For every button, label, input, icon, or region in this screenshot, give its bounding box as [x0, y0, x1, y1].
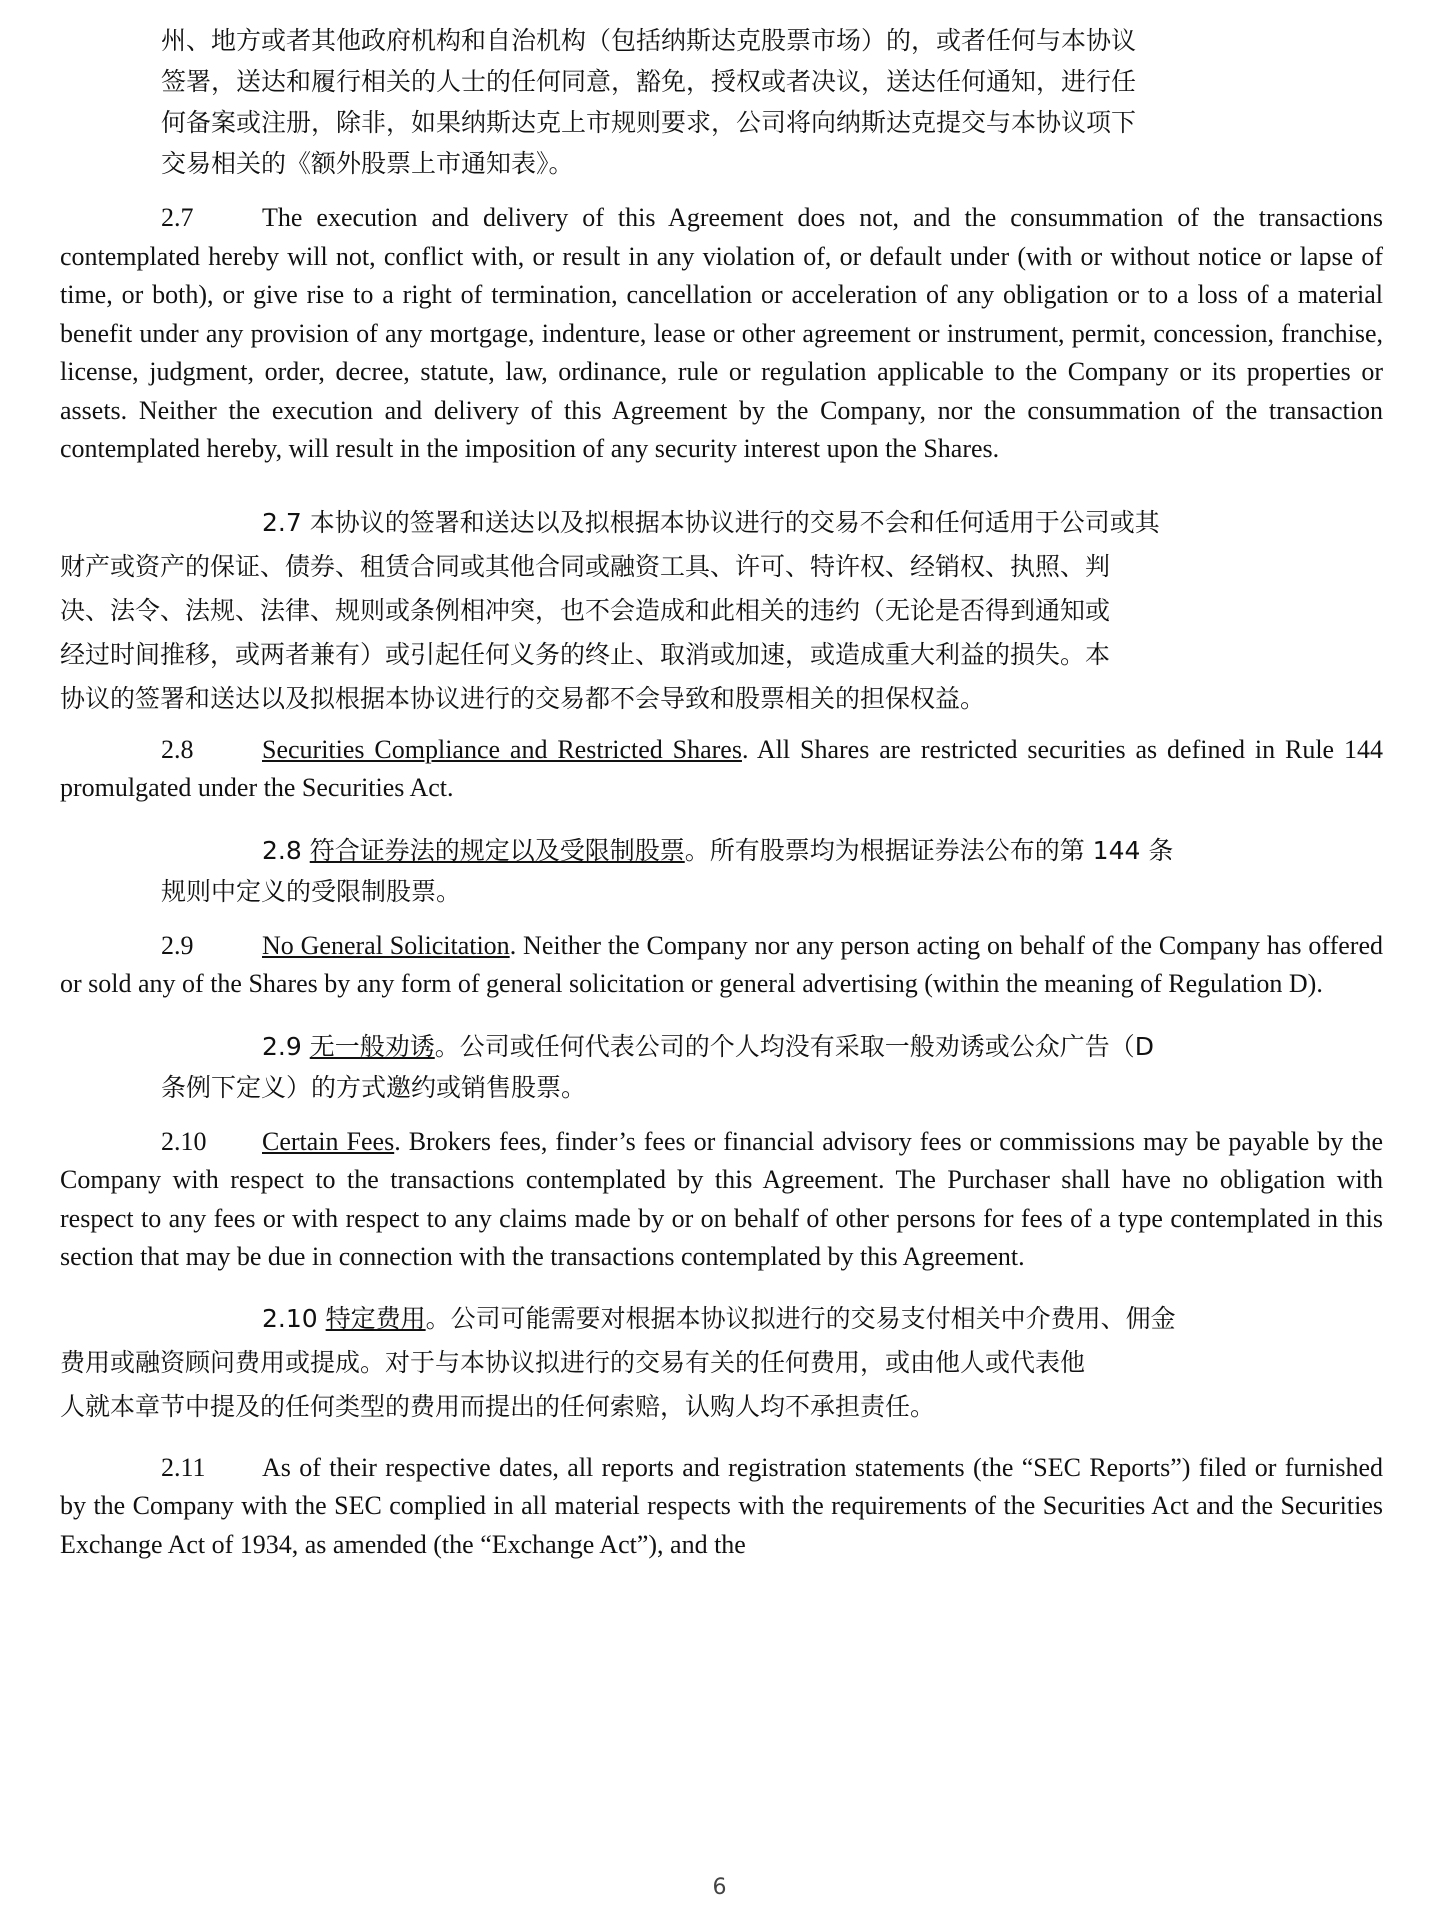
section-text: . Neither the Company nor any person acting on behalf of the Company has offered or sold any of the Shares by any form of general solicitation or general advertising (within the meaning of Regulation D).: [60, 930, 1384, 998]
section-heading: 符合证券法的规定以及受限制股票: [309, 835, 685, 865]
section-text: 。公司可能需要对根据本协议拟进行的交易支付相关中介费用、佣金: [425, 1303, 1176, 1333]
section-zh-line: 协议的签署和送达以及拟根据本协议进行的交易都不会导致和股票相关的担保权益。: [60, 683, 986, 713]
section-number: 2.11: [161, 1452, 206, 1482]
section-heading: Securities Compliance and Restricted Shares: [262, 734, 742, 764]
section-2-8-zh: [60, 830, 1383, 912]
section-zh-line: 决、法令、法规、法律、规则或条例相冲突，也不会造成和此相关的违约（无论是否得到通知或: [60, 595, 1111, 625]
section-heading: 特定费用: [325, 1303, 426, 1333]
section-2-7-zh: [60, 501, 1383, 721]
section-2-10-zh: [60, 1297, 1383, 1429]
section-number: 2.10: [161, 1126, 207, 1156]
section-zh-line: 规则中定义的受限制股票。: [161, 876, 462, 906]
section-text: As of their respective dates, all reports and registration statements (the “SEC Reports”) filed or furnished by the Company with the SEC complied in all material respects with the requirements of the Securities Act and the Securities Exchange Act of 1934, as amended (the “Exchange Act”), and the: [60, 1452, 1383, 1559]
section-text: 。所有股票均为根据证券法公布的第 144 条: [684, 835, 1174, 865]
section-heading: Certain Fees: [262, 1126, 395, 1156]
intro-zh-line: 州、地方或者其他政府机构和自治机构（包括纳斯达克股票市场）的，或者任何与本协议: [161, 26, 1137, 55]
section-text: . All Shares are restricted securities as defined in Rule 144 promulgated under the Securities Act.: [60, 734, 1383, 802]
section-number: 2.9: [161, 930, 194, 960]
section-number: 2.10: [262, 1303, 326, 1333]
section-heading: 无一般劝诱: [309, 1031, 435, 1061]
section-2-9-zh: [60, 1026, 1383, 1108]
section-zh-line: 经过时间推移，或两者兼有）或引起任何义务的终止、取消或加速，或造成重大利益的损失。本: [60, 639, 1111, 669]
intro-zh-line: 签署，送达和履行相关的人士的任何同意，豁免，授权或者决议，送达任何通知，进行任: [161, 67, 1137, 96]
intro-zh-paragraph: [60, 20, 1383, 184]
section-zh-first-line: 2.7 本协议的签署和送达以及拟根据本协议进行的交易不会和任何适用于公司或其: [262, 507, 1160, 537]
document-page: [60, 20, 1383, 1564]
intro-zh-line: 何备案或注册，除非，如果纳斯达克上市规则要求，公司将向纳斯达克提交与本协议项下: [161, 108, 1137, 137]
section-number: 2.8: [161, 734, 194, 764]
section-text: . Brokers fees, finder’s fees or financial advisory fees or commissions may be payable by the Company with respect to the transactions contemplated by this Agreement. The Purchaser shall have no obligation with respect to any fees or with respect to any claims made by or on behalf of other persons for fees of a type contemplated in this section that may be due in connection with the transactions contemplated by this Agreement.: [60, 1126, 1383, 1271]
section-text: The execution and delivery of this Agreement does not, and the consummation of the transactions contemplated hereby will not, conflict with, or result in any violation of, or default under (with or without notice or lapse of time, or both), or give rise to a right of termination, cancellation or acceleration of any obligation or to a loss of a material benefit under any provision of any mortgage, indenture, lease or other agreement or instrument, permit, concession, franchise, license, judgment, order, decree, statute, law, ordinance, rule or regulation applicable to the Company or its properties or assets. Neither the execution and delivery of this Agreement by the Company, nor the consummation of the transaction contemplated hereby, will result in the imposition of any security interest upon the Shares.: [60, 203, 1383, 463]
section-2-10-en: [60, 1123, 1383, 1277]
section-number: 2.7: [161, 203, 194, 232]
section-zh-line: 条例下定义）的方式邀约或销售股票。: [161, 1072, 587, 1102]
section-text: 。公司或任何代表公司的个人均没有采取一般劝诱或公众广告（D: [434, 1031, 1154, 1061]
section-number: 2.8: [262, 835, 310, 865]
section-zh-line: 财产或资产的保证、债券、租赁合同或其他合同或融资工具、许可、特许权、经销权、执照、判: [60, 551, 1111, 581]
section-heading: No General Solicitation: [262, 930, 510, 960]
section-zh-line: 费用或融资顾问费用或提成。对于与本协议拟进行的交易有关的任何费用，或由他人或代表他: [60, 1347, 1086, 1377]
intro-zh-line: 交易相关的《额外股票上市通知表》。: [161, 149, 574, 178]
section-2-9-en: [60, 927, 1383, 1004]
section-zh-line: 人就本章节中提及的任何类型的费用而提出的任何索赔，认购人均不承担责任。: [60, 1391, 936, 1421]
section-2-11-en: [60, 1449, 1383, 1565]
section-number: 2.9: [262, 1031, 310, 1061]
page-number: 6: [712, 1875, 727, 1900]
section-2-7-en: [60, 199, 1383, 469]
section-2-8-en: [60, 731, 1383, 808]
